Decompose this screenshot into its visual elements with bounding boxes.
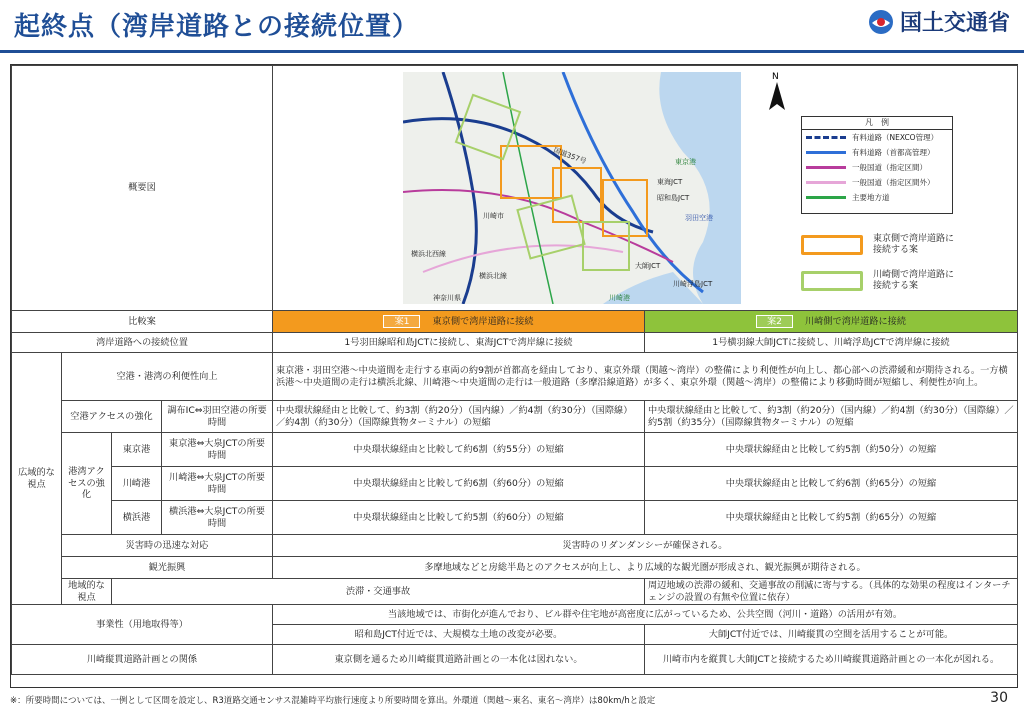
map-label: 大師JCT: [635, 262, 661, 270]
plan2-kawasaki: 川崎市内を縦貫し大師JCTと接続するため川崎縦貫道路計画との一本化が図れる。: [645, 645, 1018, 675]
map-label: 横浜北西線: [411, 250, 446, 258]
business-row: [12, 605, 1018, 625]
plan2-port: 中央環状線経由と比較して約6割（約65分）の短縮: [645, 467, 1018, 501]
port-route: 東京港⇔大泉JCTの所要時間: [162, 433, 273, 467]
footnote: ※：所要時間については、一例として区間を設定し、R3道路交通センサス混雑時平均旅行速度より所要時間を算出。外環道（関越～東名、東名～湾岸）は80km/hと設定: [10, 696, 656, 706]
local-view-label: 地域的な視点: [62, 579, 112, 605]
air-access-row: [12, 401, 1018, 433]
kawasaki-label: 川崎縦貫道路計画との関係: [12, 645, 273, 675]
airport-row: [12, 353, 1018, 401]
map-legend: [801, 116, 953, 214]
plan1-kawasaki: 東京側を通るため川崎縦貫道路計画との一本化は図れない。: [273, 645, 645, 675]
plan2-header: 案2 川崎側で湾岸道路に接続: [645, 311, 1018, 333]
map-label: 神奈川県: [433, 294, 461, 302]
legend-title: 凡 例: [802, 117, 952, 130]
header: [0, 0, 1024, 56]
plan1-air: 中央環状線経由と比較して、約3割（約20分）（国内線）／約4割（約30分）（国際線）／約4割（約30分）（国際線貨物ターミナル）の短縮: [273, 401, 645, 433]
tourism-label: 観光振興: [62, 557, 273, 579]
plan-kawasaki-legend: 川崎側で湾岸道路に接続する案: [801, 270, 961, 293]
comparison-table: [11, 65, 1018, 675]
map-label: 国道357号: [552, 146, 588, 166]
legend-item: 一般国道（指定区間外）: [802, 175, 952, 190]
legend-item: 主要地方道: [802, 190, 952, 205]
tourism-text: 多摩地域などと房総半島とのアクセスが向上し、より広域的な観光圏が形成され、観光振興が期待される。: [273, 557, 1018, 579]
map-label: 横浜北線: [479, 272, 507, 280]
overview-row: [12, 66, 1018, 311]
plan-tokyo-legend: 東京側で湾岸道路に接続する案: [801, 234, 961, 257]
plan2-air: 中央環状線経由と比較して、約3割（約20分）（国内線）／約4割（約30分）（国際線）／約5割（約35分）（国際線貨物ターミナル）の短縮: [645, 401, 1018, 433]
comparison-frame: [10, 64, 1018, 688]
disaster-label: 災害時の迅速な対応: [62, 535, 273, 557]
ministry-logo: [868, 6, 1010, 37]
port-route: 川崎港⇔大泉JCTの所要時間: [162, 467, 273, 501]
compare-row: [12, 311, 1018, 333]
disaster-row: [12, 535, 1018, 557]
wide-view-label: 広域的な視点: [12, 353, 62, 605]
map-label: 昭和島JCT: [657, 194, 690, 202]
plan1-port: 中央環状線経由と比較して約6割（約55分）の短縮: [273, 433, 645, 467]
map-label: 川崎浮島JCT: [673, 280, 713, 288]
port-access-label: 港湾アクセスの強化: [62, 433, 112, 535]
legend-item: 有料道路（NEXCO管理）: [802, 130, 952, 145]
legend-item: 有料道路（首都高管理）: [802, 145, 952, 160]
plan2-connection: 1号横羽線大師JCTに接続し、川崎浮島JCTで湾岸線に接続: [645, 333, 1018, 353]
plan1-connection: 1号羽田線昭和島JCTに接続し、東海JCTで湾岸線に接続: [273, 333, 645, 353]
plan1-business: 昭和島JCT付近では、大規模な土地の改変が必要。: [273, 625, 645, 645]
congestion-label: 渋滞・交通事故: [112, 579, 645, 605]
congestion-row: [12, 579, 1018, 605]
plan2-business: 大師JCT付近では、川崎縦貫の空間を活用することが可能。: [645, 625, 1018, 645]
map-label: 東京港: [675, 158, 696, 166]
legend-item: 一般国道（指定区間）: [802, 160, 952, 175]
map-label: 東海JCT: [657, 178, 683, 186]
port-row: [12, 433, 1018, 467]
compare-label: 比較案: [12, 311, 273, 333]
business-common-text: 当該地域では、市街化が進んでおり、ビル群や住宅地が高密度に広がっているため、公共空間（河川・道路）の活用が有効。: [273, 605, 1018, 625]
port-row: [12, 501, 1018, 535]
header-divider: [0, 50, 1024, 53]
plan1-header: 案1 東京側で湾岸道路に接続: [273, 311, 645, 333]
business-label: 事業性（用地取得等）: [12, 605, 273, 645]
port-name: 東京港: [112, 433, 162, 467]
plan1-port: 中央環状線経由と比較して約5割（約60分）の短縮: [273, 501, 645, 535]
svg-text:N: N: [772, 72, 779, 82]
page-title: 起終点（湾岸道路との接続位置）: [14, 12, 420, 42]
airport-label: 空港・港湾の利便性向上: [62, 353, 273, 401]
connection-label: 湾岸道路への接続位置: [12, 333, 273, 353]
ministry-name: 国土交通省: [899, 11, 1010, 36]
page-number: 30: [990, 690, 1008, 706]
port-name: 横浜港: [112, 501, 162, 535]
map-label: 川崎港: [609, 294, 630, 302]
connection-row: [12, 333, 1018, 353]
overview-map: [403, 72, 741, 304]
map-label: 羽田空港: [685, 214, 713, 222]
port-route: 横浜港⇔大泉JCTの所要時間: [162, 501, 273, 535]
plan2-port: 中央環状線経由と比較して約5割（約50分）の短縮: [645, 433, 1018, 467]
air-access-label: 空港アクセスの強化: [62, 401, 162, 433]
port-row: [12, 467, 1018, 501]
disaster-text: 災害時のリダンダンシーが確保される。: [273, 535, 1018, 557]
kawasaki-row: [12, 645, 1018, 675]
airport-text: 東京港・羽田空港～中央道間を走行する車両の約9割が首都高を経由しており、東京外環（関越～湾岸）の整備により利便性が向上し、都心部への渋滞緩和が期待される。一方横浜港～中央道間の走行は横浜北線、川崎港～中央道間の走行は一般道路（多摩沿線道路）が多く、東京外環（関越～湾岸）の整備により移動時間が短縮し、利便性が向上。: [273, 353, 1018, 401]
air-route-label: 調布IC⇔羽田空港の所要時間: [162, 401, 273, 433]
port-name: 川崎港: [112, 467, 162, 501]
congestion-text: 周辺地域の渋滞の緩和、交通事故の削減に寄与する。（具体的な効果の程度はインターチェンジの設置の有無や位置に依存）: [645, 579, 1018, 605]
overview-map-cell: [273, 66, 1018, 311]
ministry-emblem-icon: [868, 9, 894, 35]
overview-label: 概要図: [12, 66, 273, 311]
plan1-port: 中央環状線経由と比較して約6割（約60分）の短縮: [273, 467, 645, 501]
plan2-port: 中央環状線経由と比較して約5割（約65分）の短縮: [645, 501, 1018, 535]
map-label: 川崎市: [483, 212, 504, 220]
north-arrow-icon: [759, 70, 795, 116]
tourism-row: [12, 557, 1018, 579]
